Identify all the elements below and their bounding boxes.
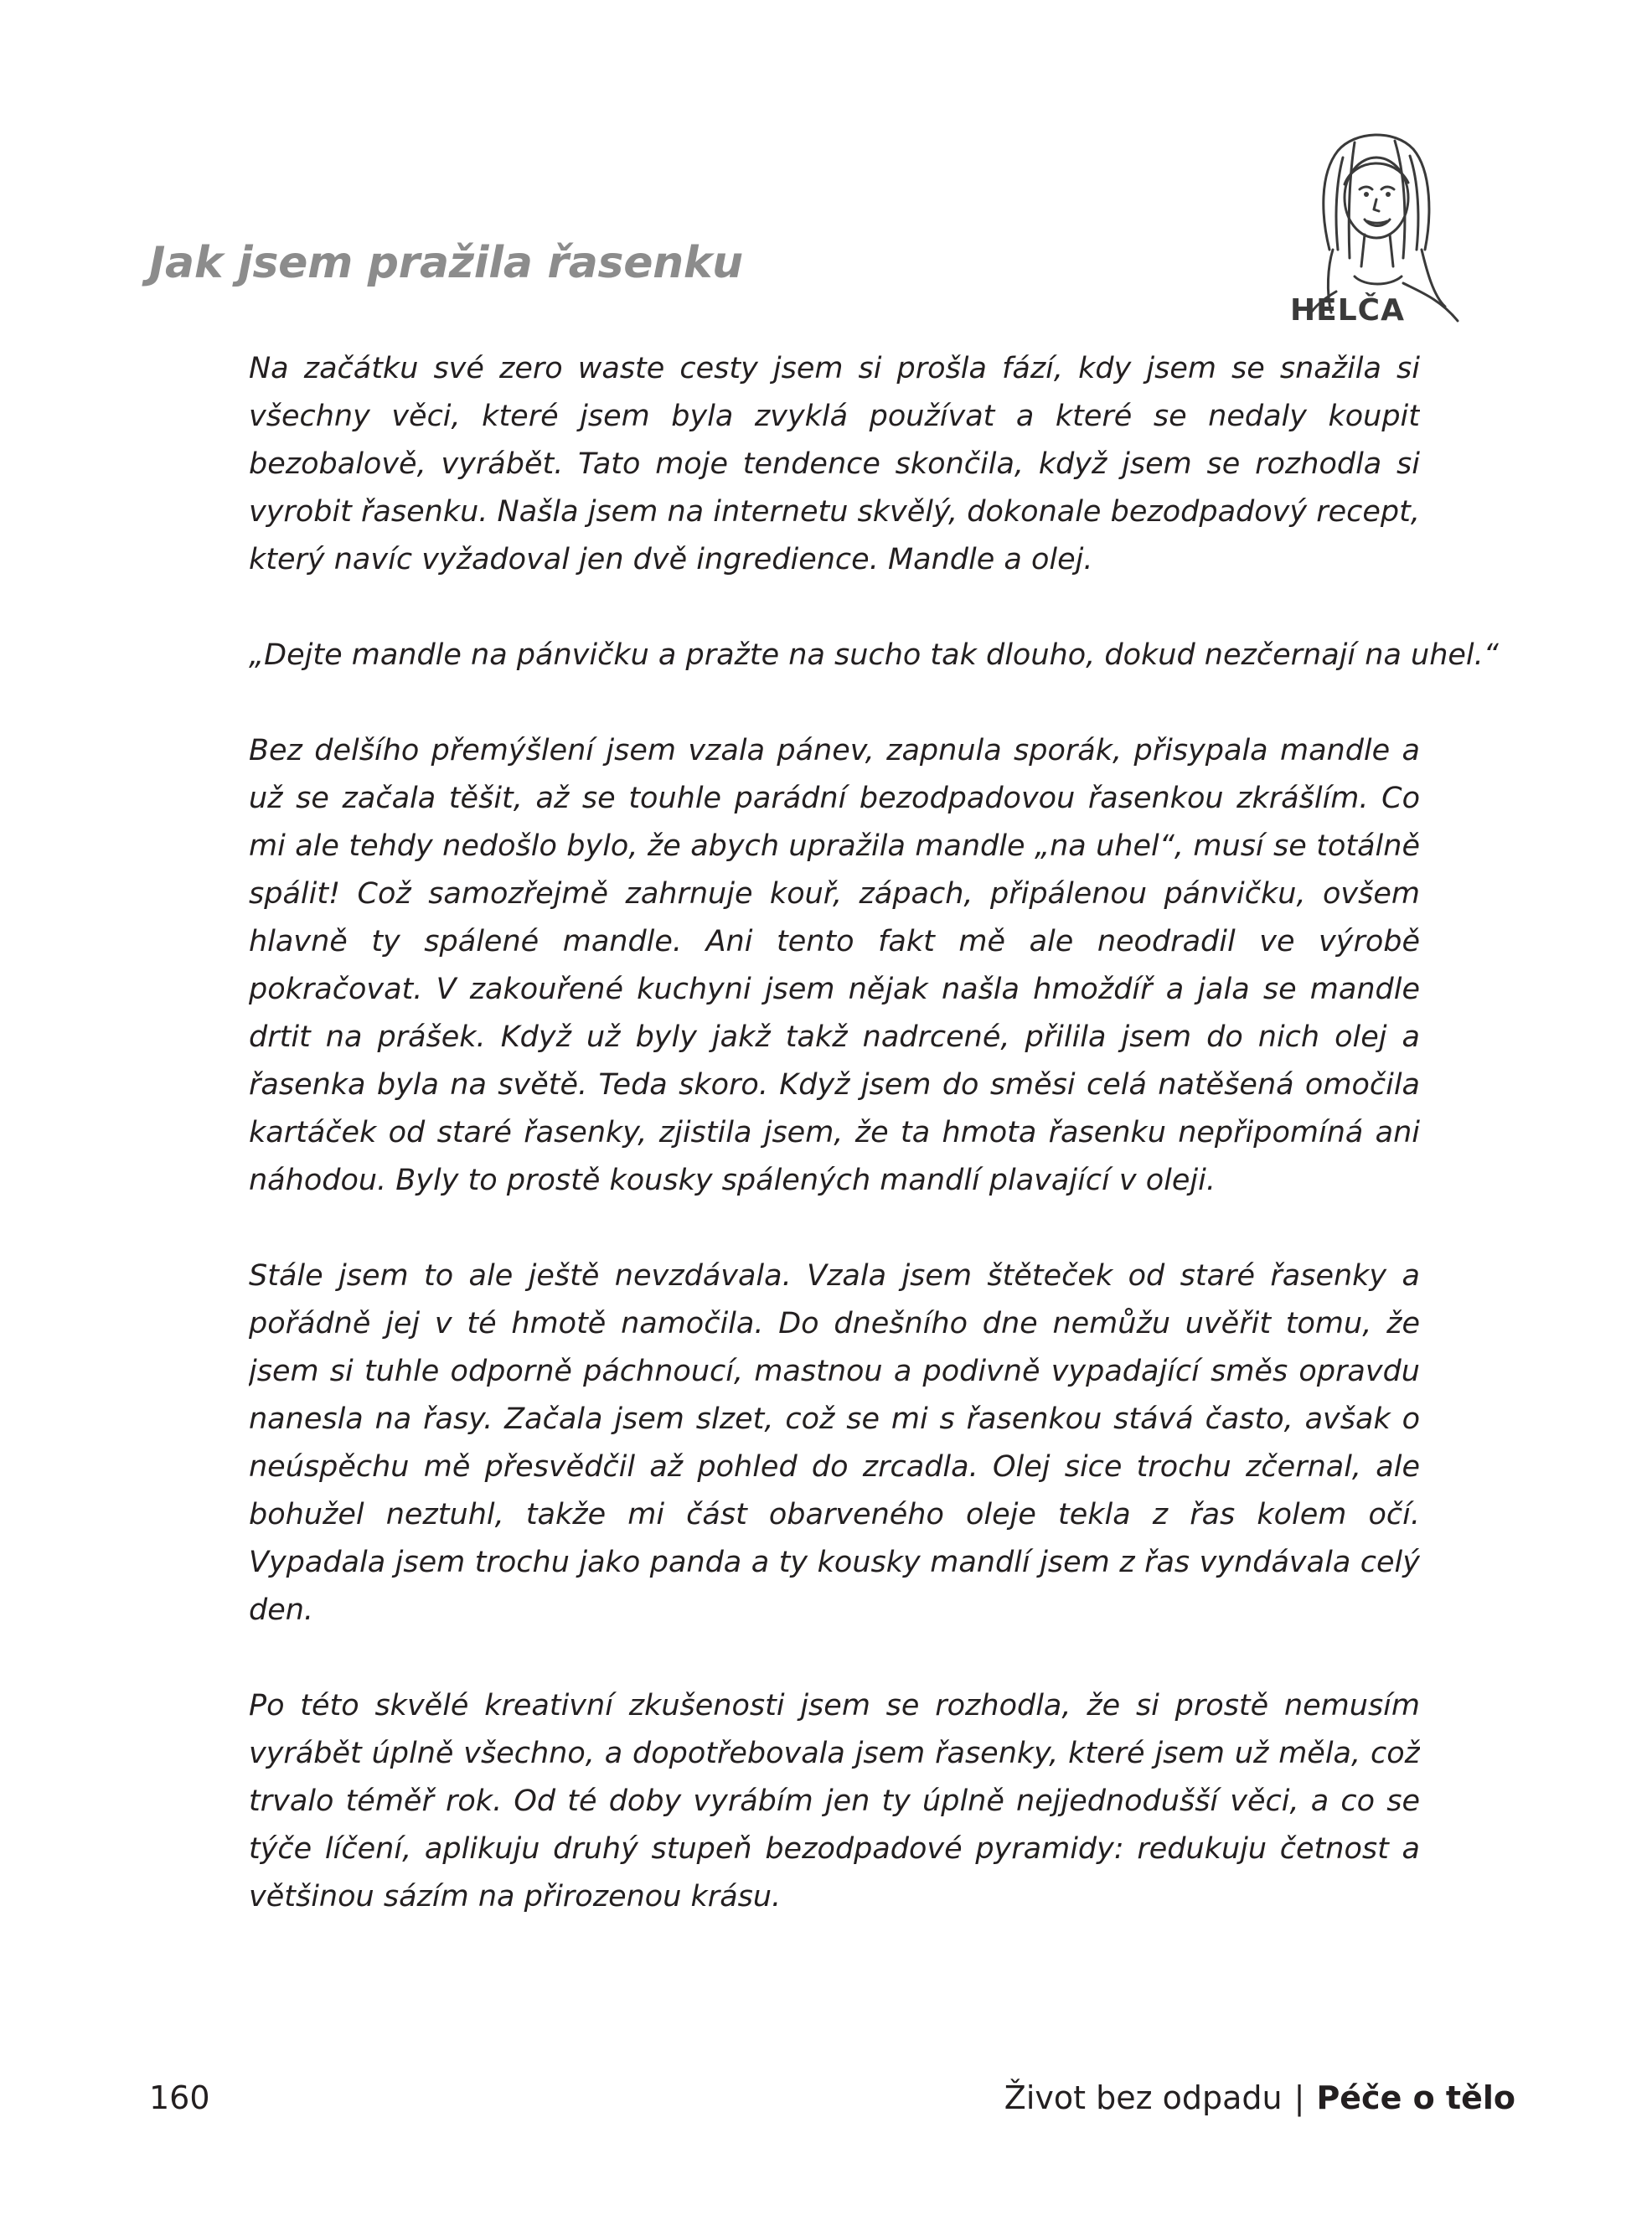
- quote-paragraph: „Dejte mandle na pánvičku a pražte na sucho tak dlouho, dokud nezčernají na uhel.“: [249, 638, 1499, 672]
- paragraph: Po této skvělé kreativní zkušenosti jsem se rozhodla, že si prostě nemusím vyrábět úplně všechno, a dopotřebovala jsem řasenky, které jsem už měla, což trvalo téměř rok. Od té doby vyrábím jen ty úplně nejjednodušší věci, a co se týče líčení, aplikuju druhý stupeň bezodpadové pyramidy: redukuju četnost a většinou sázím na přirozenou krásu.: [249, 1689, 1420, 1914]
- page-number: 160: [149, 2079, 210, 2116]
- story-text: [249, 345, 1499, 1921]
- paragraph: Bez delšího přemýšlení jsem vzala pánev, zapnula sporák, přisypala mandle a už se začala těšit, až se touhle parádní bezodpadovou řasenkou zkrášlím. Co mi ale tehdy nedošlo bylo, že abych upražila mandle „na uhel“, musí se totálně spálit! Což samozřejmě zahrnuje kouř, zápach, připálenou pánvičku, ovšem hlavně ty spálené mandle. Ani tento fakt mě ale neodradil ve výrobě pokračovat. V zakouřené kuchyni jsem nějak našla hmoždíř a jala se mandle drtit na prášek. Když už byly jakž takž nadrcené, přilila jsem do nich olej a řasenka byla na světě. Teda skoro. Když jsem do směsi celá natěšená omočila kartáček od staré řasenky, zjistila jsem, že ta hmota řasenku nepřipomíná ani náhodou. Byly to prostě kousky spálených mandlí plavající v oleji.: [249, 734, 1420, 1197]
- running-footer: [1004, 2079, 1515, 2116]
- paragraph: Na začátku své zero waste cesty jsem si prošla fází, kdy jsem se snažila si všechny věci, které jsem byla zvyklá používat a které se nedaly koupit bezobalově, vyrábět. Tato moje tendence skončila, když jsem se rozhodla si vyrobit řasenku. Našla jsem na internetu skvělý, dokonale bezodpadový recept, který navíc vyžadoval jen dvě ingredience. Mandle a olej.: [249, 352, 1420, 576]
- paragraph: Stále jsem to ale ještě nevzdávala. Vzala jsem štěteček od staré řasenky a pořádně jej v té hmotě namočila. Do dnešního dne nemůžu uvěřit tomu, že jsem si tuhle odporně páchnoucí, mastnou a podivně vypadající směs opravdu nanesla na řasy. Začala jsem slzet, což se mi s řasenkou stává často, avšak o neúspěchu mě přesvědčil až pohled do zrcadla. Olej sice trochu zčernal, ale bohužel neztuhl, takže mi část obarveného oleje tekla z řas kolem očí. Vypadala jsem trochu jako panda a ty kousky mandlí jsem z řas vyndávala celý den.: [249, 1259, 1420, 1627]
- footer-separator: |: [1293, 2079, 1305, 2116]
- section-heading: Jak jsem pražila řasenku: [149, 238, 743, 288]
- book-title: Život bez odpadu: [1004, 2079, 1283, 2116]
- chapter-name: Péče o tělo: [1316, 2079, 1515, 2116]
- portrait-caption: HELČA: [1290, 293, 1405, 328]
